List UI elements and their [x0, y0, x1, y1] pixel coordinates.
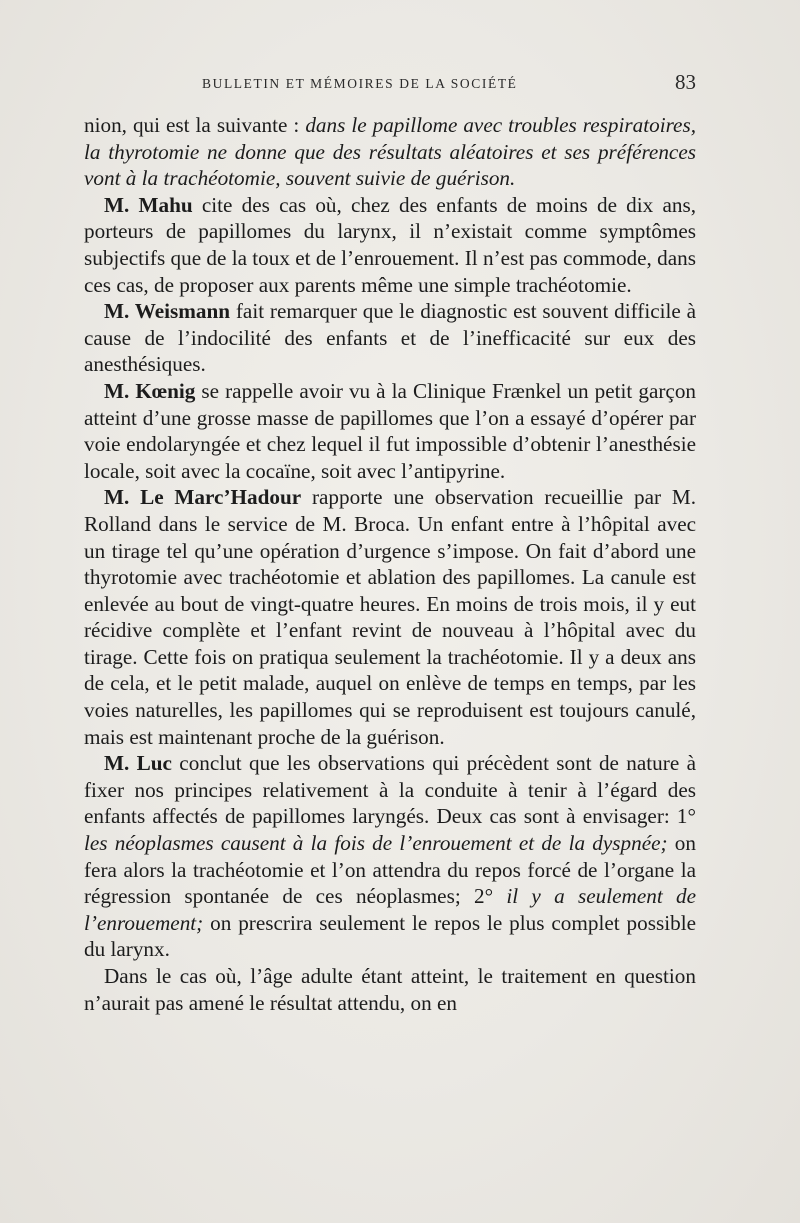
italic-quote: dans le papillome avec troubles respiratoires, la thyrotomie ne donne que des résultats aléatoires et ses préférences vont à la trachéotomie, souvent suivie de guérison. — [84, 113, 696, 191]
speaker-name: M. Weismann — [104, 299, 231, 324]
italic-case-two: il y a seulement de l’enrouement; — [84, 884, 696, 935]
speaker-name: M. Mahu — [104, 192, 193, 217]
paragraph-le-marc-hadour — [84, 484, 696, 750]
body-text — [84, 112, 696, 1016]
paragraph-text: nion, qui est la suivante : — [84, 113, 306, 137]
paragraph-luc — [84, 750, 696, 963]
paragraph-text: cite des cas où, chez des enfants de moins de dix ans, porteurs de papillomes du larynx, il n’existait comme symptômes subjectifs que de la toux et de l’enrouement. Il n’est pas commode, dans ces cas, de proposer aux parents même une simple trachéotomie. — [84, 192, 696, 297]
running-header — [84, 70, 696, 100]
italic-case-one: les néoplasmes causent à la fois de l’enrouement et de la dyspnée; — [84, 831, 668, 856]
paragraph-weismann — [84, 298, 696, 378]
speaker-name: M. Kœnig — [104, 378, 196, 403]
speaker-name: M. Le Marc’Hadour — [104, 485, 302, 510]
paragraph-text: Dans le cas où, l’âge adulte étant atteint, le traitement en question n’aurait pas amené le résultat attendu, on en — [84, 964, 696, 1015]
paragraph-text: se rappelle avoir vu à la Clinique Frænkel un petit garçon atteint d’une grosse masse de papillomes que l’on a essayé d’opérer par voie endolaryngée et chez lequel il fut impossible d’obtenir l’anesthésie locale, soit avec la cocaïne, soit avec l’antipyrine. — [84, 378, 697, 483]
paragraph-final — [84, 963, 696, 1016]
speaker-name: M. Luc — [104, 751, 172, 776]
journal-title: BULLETIN ET MÉMOIRES DE LA SOCIÉTÉ — [202, 76, 518, 91]
page-number: 83 — [675, 70, 696, 94]
paragraph-text: on fera alors la trachéotomie et l’on attendra du repos forcé de l’organe la régression spontanée de ces néoplasmes; 2° — [84, 831, 696, 909]
paragraph-text: conclut que les observations qui précèdent sont de nature à fixer nos principes relativement à la conduite à tenir à l’égard des enfants affectés de papillomes laryngés. Deux cas sont à envisager: 1° — [84, 751, 696, 829]
paragraph-mahu — [84, 192, 696, 298]
paragraph-text: rapporte une observation recueillie par M. Rolland dans le service de M. Broca. Un enfant entre à l’hôpital avec un tirage tel qu’une opération d’urgence s’impose. On fait d’abord une thyrotomie avec trachéotomie et ablation des papillomes. La canule est enlevée au bout de vingt-quatre heures. En moins de trois mois, il y eut récidive complète et l’enfant revint de nouveau à l’hôpital avec du tirage. Cette fois on pratiqua seulement la trachéotomie. Il y a deux ans de cela, et le petit malade, auquel on enlève de temps en temps, par les voies naturelles, les papillomes qui se reproduisent est toujours canulé, mais est maintenant proche de la guérison. — [84, 485, 697, 749]
paragraph-continuation — [84, 112, 696, 192]
paragraph-text: on prescrira seulement le repos le plus complet possible du larynx. — [84, 910, 696, 962]
paragraph-koenig — [84, 378, 696, 484]
paragraph-text: fait remarquer que le diagnostic est souvent difficile à cause de l’indocilité des enfants et de l’inefficacité sur eux des anesthésiques. — [84, 299, 696, 377]
